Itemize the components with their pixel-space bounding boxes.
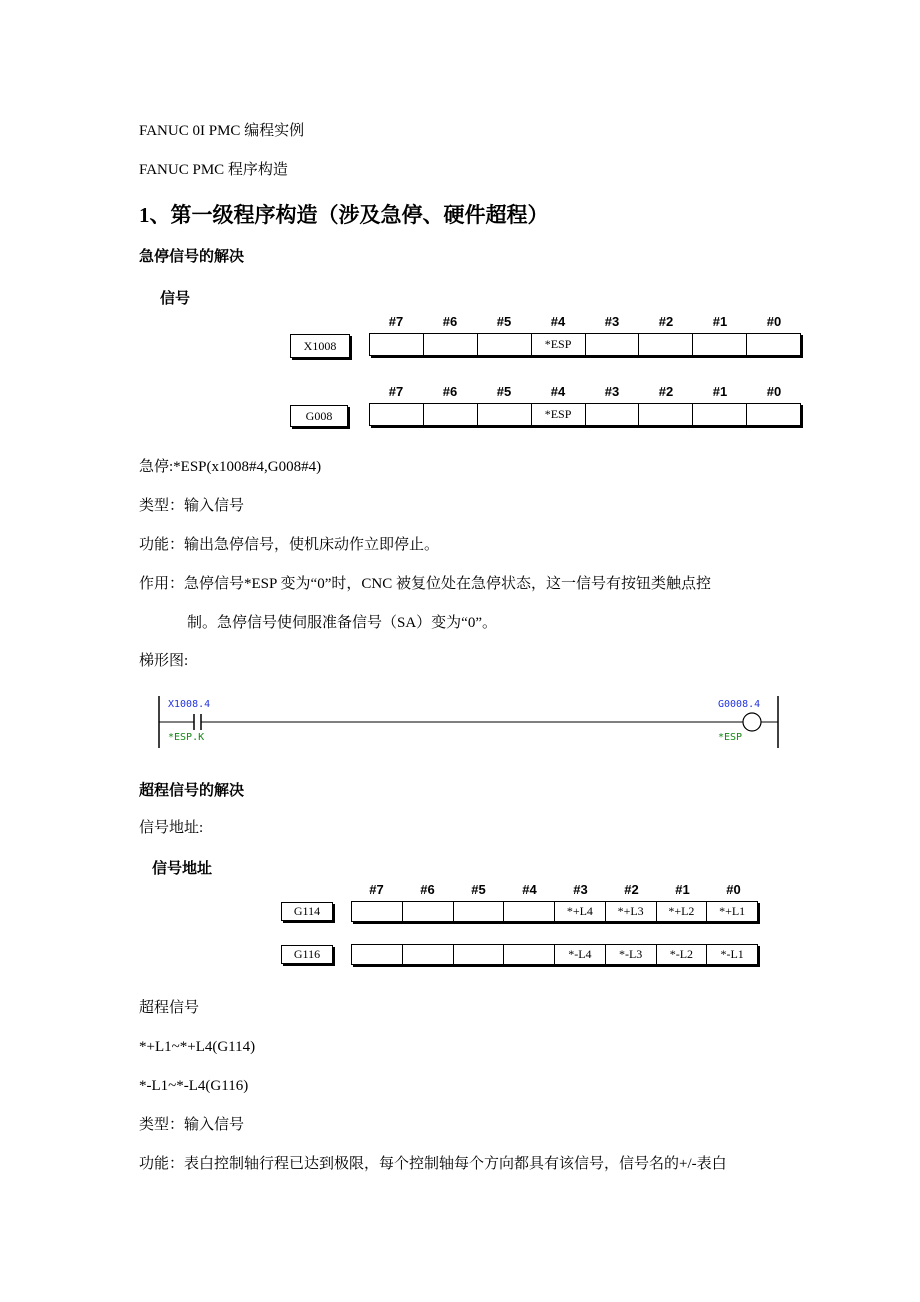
bit-cell (370, 334, 424, 355)
doc-subtitle: FANUC PMC 程序构造 (139, 162, 288, 178)
overtravel-plus-def: *+L1~*+L4(G114) (139, 1039, 256, 1055)
type-line-1: 类型：输入信号 (139, 498, 245, 514)
figure2-label: 信号地址 (152, 859, 213, 877)
bit-cell (370, 404, 424, 425)
bit-label: #7 (369, 882, 384, 897)
bit-label: #5 (471, 882, 486, 897)
bit-label: #1 (712, 314, 728, 329)
bit-label: #3 (604, 384, 620, 399)
bit-cell-minus-l4: *-L4 (555, 945, 606, 964)
bit-label: #3 (573, 882, 588, 897)
signal-address-caption: 信号地址: (139, 820, 204, 836)
contact-symbol: *ESP.K (168, 732, 205, 743)
overtravel-minus-def: *-L1~*-L4(G116) (139, 1078, 249, 1094)
bit-cell-plus-l3: *+L3 (606, 902, 657, 921)
type-line-2: 类型：输入信号 (139, 1117, 245, 1133)
bit-cell (454, 945, 505, 964)
bit-cell (403, 902, 454, 921)
bit-cell (424, 334, 478, 355)
effect-line-1a: 作用：急停信号*ESP 变为“0”时，CNC 被复位处在急停状态，这一信号有按钮类触点控 (139, 576, 711, 592)
bit-cell (352, 945, 403, 964)
function-line-1: 功能：输出急停信号，使机床动作立即停止。 (139, 537, 440, 553)
coil-address: G0008.4 (718, 699, 761, 710)
bit-label: #3 (604, 314, 620, 329)
bit-cell (352, 902, 403, 921)
output-coil-icon (743, 713, 761, 731)
bit-cell-minus-l1: *-L1 (720, 947, 744, 961)
register-name-x1008: X1008 (290, 334, 350, 358)
bit-label: #6 (442, 314, 458, 329)
bit-label: #6 (420, 882, 435, 897)
ladder-diagram (150, 690, 790, 754)
bit-cell (747, 334, 800, 355)
bit-label: #6 (442, 384, 458, 399)
bit-cell (747, 404, 800, 425)
contact-address: X1008.4 (168, 699, 211, 710)
register-name-g008: G008 (290, 405, 348, 427)
bit-label: #2 (658, 384, 674, 399)
register-name-g114: G114 (281, 902, 333, 921)
bit-label: #0 (766, 384, 782, 399)
bit-cell (478, 404, 532, 425)
subheading-overtravel: 超程信号的解决 (139, 783, 245, 799)
bit-cell (478, 334, 532, 355)
figure1-bit-header-2 (369, 384, 801, 399)
register-name-g116: G116 (281, 945, 333, 964)
ladder-caption: 梯形图: (139, 653, 189, 669)
bit-label: #0 (726, 882, 741, 897)
subheading-estop: 急停信号的解决 (139, 249, 245, 265)
bit-label: #4 (550, 384, 566, 399)
bit-cell (693, 334, 747, 355)
bit-cell-minus-l2: *-L2 (657, 945, 708, 964)
bit-label: #5 (496, 384, 512, 399)
bit-cell (403, 945, 454, 964)
bit-cell (586, 334, 640, 355)
bit-cell (454, 902, 505, 921)
coil-symbol: *ESP (718, 732, 743, 743)
effect-line-1b: 制。急停信号使伺服准备信号（SA）变为“0”。 (187, 615, 497, 631)
bit-label: #1 (675, 882, 690, 897)
figure2-bit-header (351, 882, 759, 897)
estop-definition: 急停:*ESP(x1008#4,G008#4) (139, 459, 322, 475)
bit-cell (693, 404, 747, 425)
bit-label: #2 (658, 314, 674, 329)
bit-label: #0 (766, 314, 782, 329)
bit-label: #1 (712, 384, 728, 399)
bit-cell (586, 404, 640, 425)
bit-label: #4 (522, 882, 537, 897)
bit-cell-minus-l3: *-L3 (606, 945, 657, 964)
bit-cell (504, 902, 555, 921)
section-heading: 1、第一级程序构造（涉及急停、硬件超程） (139, 203, 549, 227)
bit-label: #5 (496, 314, 512, 329)
bit-cell (639, 404, 693, 425)
figure1-label: 信号 (160, 289, 191, 307)
bit-cell (639, 334, 693, 355)
bit-label: #7 (388, 314, 404, 329)
register-row-g114 (351, 901, 758, 922)
bit-cell-plus-l1: *+L1 (719, 904, 746, 918)
bit-cell-plus-l2: *+L2 (657, 902, 708, 921)
bit-label: #2 (624, 882, 639, 897)
bit-label: #7 (388, 384, 404, 399)
bit-cell (424, 404, 478, 425)
register-row-x1008 (369, 333, 801, 356)
doc-title: FANUC 0I PMC 编程实例 (139, 123, 305, 139)
overtravel-caption: 超程信号 (139, 1000, 200, 1016)
bit-label: #4 (550, 314, 566, 329)
register-row-g116 (351, 944, 758, 965)
bit-cell-esp: *ESP (532, 404, 586, 425)
bit-cell-esp: *ESP (532, 334, 586, 355)
register-row-g008 (369, 403, 801, 426)
figure1-bit-header-1 (369, 314, 801, 329)
function-line-2: 功能：表白控制轴行程已达到极限，每个控制轴每个方向都具有该信号，信号名的+/-表白 (139, 1156, 727, 1172)
bit-cell-plus-l4: *+L4 (555, 902, 606, 921)
bit-cell (504, 945, 555, 964)
